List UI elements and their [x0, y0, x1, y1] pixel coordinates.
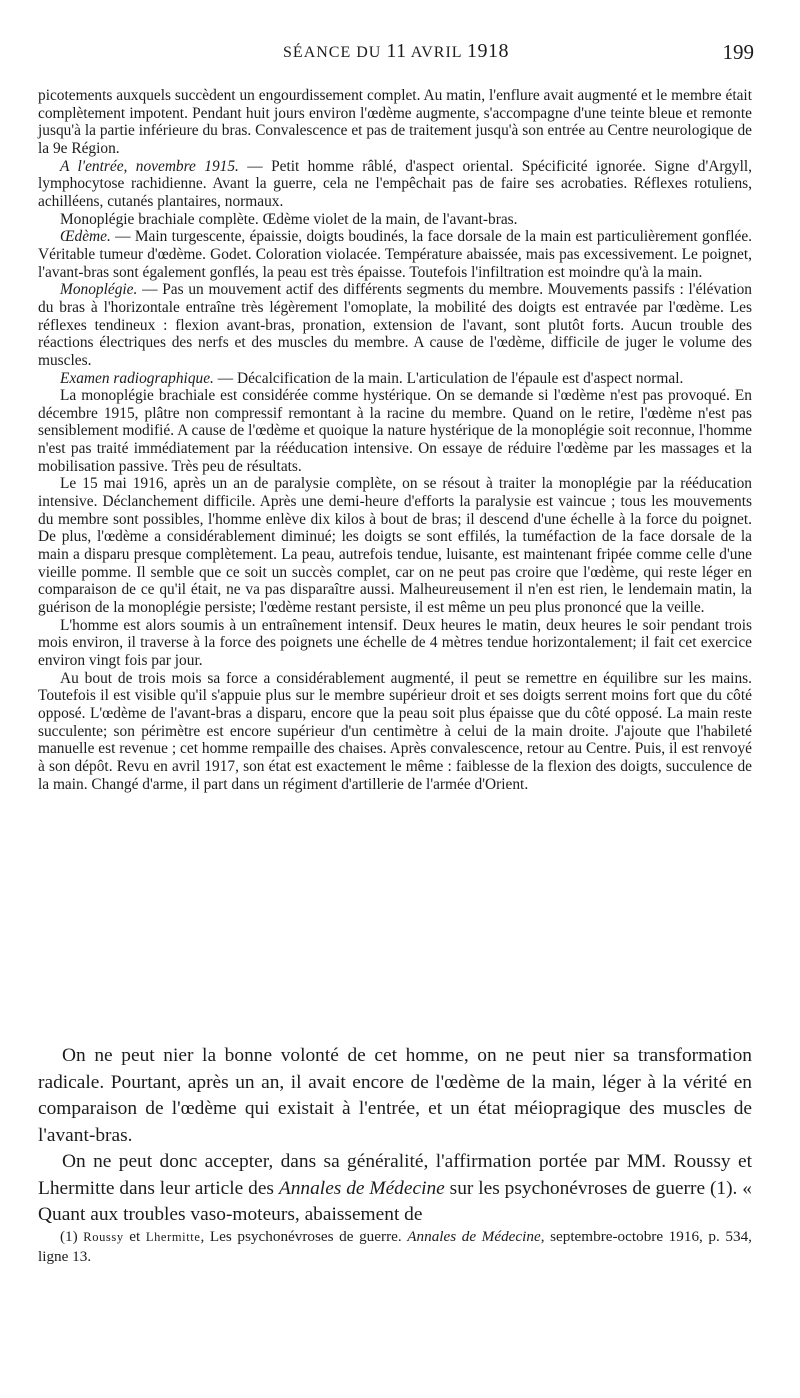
- paragraph-hysteria: La monoplégie brachiale est considérée comme hystérique. On se demande si l'œdème n'est pas provoqué. En décembre 1915, plâtre non compressif remontant à la racine du membre. Quand on le retire, l'œdème n'est pas sensiblement modifié. A cause de l'œdème et quoique la nature hystérique de la monoplégie soit reconnue, l'homme n'est pas traité immédiatement par la rééducation intensive. On essaye de réduire l'œdème par les massages et la mobilisation passive. Très peu de résultats.: [38, 387, 752, 475]
- paragraph-outcome: Au bout de trois mois sa force a considérablement augmenté, il peut se remettre en équilibre sur les mains. Toutefois il est visible qu'il s'appuie plus sur le membre supérieur droit et ses doigts serrent moins fort que du côté opposé. L'œdème de l'avant-bras a disparu, encore que la peau soit plus épaisse que du côté opposé. La main reste succulente; son périmètre est encore supérieur d'un centimètre à celui de la main droite. J'ajoute que l'habileté manuelle est revenue ; cet homme rempaille des chaises. Après convalescence, retour au Centre. Puis, il est renvoyé à son dépôt. Revu en avril 1917, son état est exactement le même : faiblesse de la flexion des doigts, succulence de la main. Changé d'arme, il part dans un régiment d'artillerie de l'armée d'Orient.: [38, 669, 752, 793]
- paragraph-history: picotements auxquels succèdent un engourdissement complet. Au matin, l'enflure avait augmenté et le membre était complètement impotent. Pendant huit jours environ l'œdème augmente, s'accompagne d'une teinte bleue et remonte jusqu'à la partie inférieure du bras. Convalescence et pas de traitement jusqu'à son entrée au Centre neurologique de la 9e Région.: [38, 87, 752, 157]
- paragraph-reeducation: Le 15 mai 1916, après un an de paralysie complète, on se résout à traiter la monoplégie par la rééducation intensive. Déclanchement difficile. Après une demi-heure d'efforts la paralysie est vaincue ; tous les mouvements du membre sont possibles, l'homme enlève dix kilos à bout de bras; il descend d'une échelle à la force du poignet. De plus, l'œdème a considérablement diminué; les doigts se sont effilés, la tuméfaction de la face dorsale de la main a disparu presque complètement. La peau, autrefois tendue, luisante, est maintenant fripée comme celle d'une vieille pomme. Il semble que ce soit un succès complet, car on ne peut pas croire que l'œdème, qui reste léger en comparaison de ce qu'il était, ne va pas disparaître aussi. Malheureusement il n'en est rien, le lendemain matin, la guérison de la monoplégie persiste; l'œdème restant persiste, il est même un peu plus prononcé que la veille.: [38, 475, 752, 617]
- discussion-text: [38, 1043, 752, 1229]
- oedema-lead: Œdème.: [60, 228, 111, 246]
- paragraph-monoplegia: [38, 281, 752, 369]
- footnote-author-2: Lhermitte: [145, 1230, 201, 1244]
- admission-text: — Petit homme râblé, d'aspect oriental. Spécificité ignorée. Signe d'Argyll, lymphocytose rachidienne. Avant la guerre, cela ne l'empêchait pas de faire ses acrobaties. Réflexes rotuliens, achilléens, cutanés plantaires, normaux.: [38, 157, 753, 210]
- monoplegia-text: — Pas un mouvement actif des différents segments du membre. Mouvements passifs : l'élévation du bras à l'horizontale entraîne très légèrement l'omoplate, la mobilité des doigts est entravée par l'œdème. Les réflexes tendineux : flexion avant-bras, pronation, extension de l'avant, sont plutôt forts. Aucun trouble des réactions électriques des nerfs et des muscles du membre. A cause de l'œdème, difficile de juger le volume des muscles.: [38, 281, 752, 369]
- radiography-lead: Examen radiographique.: [60, 369, 214, 387]
- paragraph-discussion-2: [38, 1149, 752, 1229]
- monoplegia-lead: Monoplégie.: [60, 281, 138, 299]
- footnote-citation: , septembre-octobre 1916, p. 534, ligne 13.: [38, 1228, 752, 1265]
- header-title-year: 1918: [466, 40, 509, 62]
- paragraph-monoplegia-summary: Monoplégie brachiale complète. Œdème violet de la main, de l'avant-bras.: [60, 210, 518, 228]
- header-title-prefix: SÉANCE DU: [283, 44, 387, 61]
- footnote-author-1: Roussy: [83, 1230, 124, 1244]
- footnote-title: , Les psychonévroses de guerre.: [200, 1228, 408, 1245]
- paragraph-training: L'homme est alors soumis à un entraînement intensif. Deux heures le matin, deux heures le soir pendant trois mois environ, il traverse à la force des poignets une échelle de 4 mètres tendue horizontalement; il fait cet exercice environ vingt fois par jour.: [38, 616, 752, 669]
- paragraph-discussion-1: On ne peut nier la bonne volonté de cet homme, on ne peut nier sa transformation radicale. Pourtant, après un an, il avait encore de l'œdème de la main, léger à la vérité en comparaison de l'œdème qui existait à l'entrée, et un état méiopragique des muscles de l'avant-bras.: [38, 1045, 752, 1146]
- admission-lead: A l'entrée, novembre 1915.: [60, 157, 239, 175]
- oedema-text: — Main turgescente, épaissie, doigts boudinés, la face dorsale de la main est particulièrement gonflée. Véritable tumeur d'œdème. Godet. Coloration violacée. Température abaissée, mais pas excessivement. Le poignet, l'avant-bras sont également gonflés, la peau est très épaisse. Toutefois l'infiltration est moindre qu'à la main.: [38, 228, 752, 281]
- header-title-month: AVRIL: [406, 44, 467, 61]
- footnote-marker: (1): [60, 1228, 84, 1245]
- discussion-2-text-b: sur les psychonévroses de guerre (1). « Quant aux troubles vaso-moteurs, abaissement de: [38, 1177, 752, 1225]
- paragraph-oedema: [38, 228, 752, 281]
- case-report-text: [38, 87, 752, 793]
- footnote-journal: Annales de Médecine: [407, 1228, 541, 1245]
- radiography-text: — Décalcification de la main. L'articulation de l'épaule est d'aspect normal.: [213, 369, 684, 387]
- footnote: [38, 1227, 752, 1267]
- running-header: [38, 40, 754, 70]
- footnote-conjunction: et: [123, 1228, 146, 1245]
- paragraph-admission: [38, 158, 752, 211]
- discussion-2-text-a: On ne peut donc accepter, dans sa généralité, l'affirmation portée par MM. Roussy et Lhermitte dans leur article des: [38, 1151, 752, 1199]
- header-title-day: 11: [386, 40, 407, 62]
- journal-title: Annales de Médecine: [278, 1177, 445, 1199]
- header-title: [38, 40, 754, 63]
- paragraph-radiography: [38, 370, 752, 388]
- page-number: 199: [722, 40, 754, 64]
